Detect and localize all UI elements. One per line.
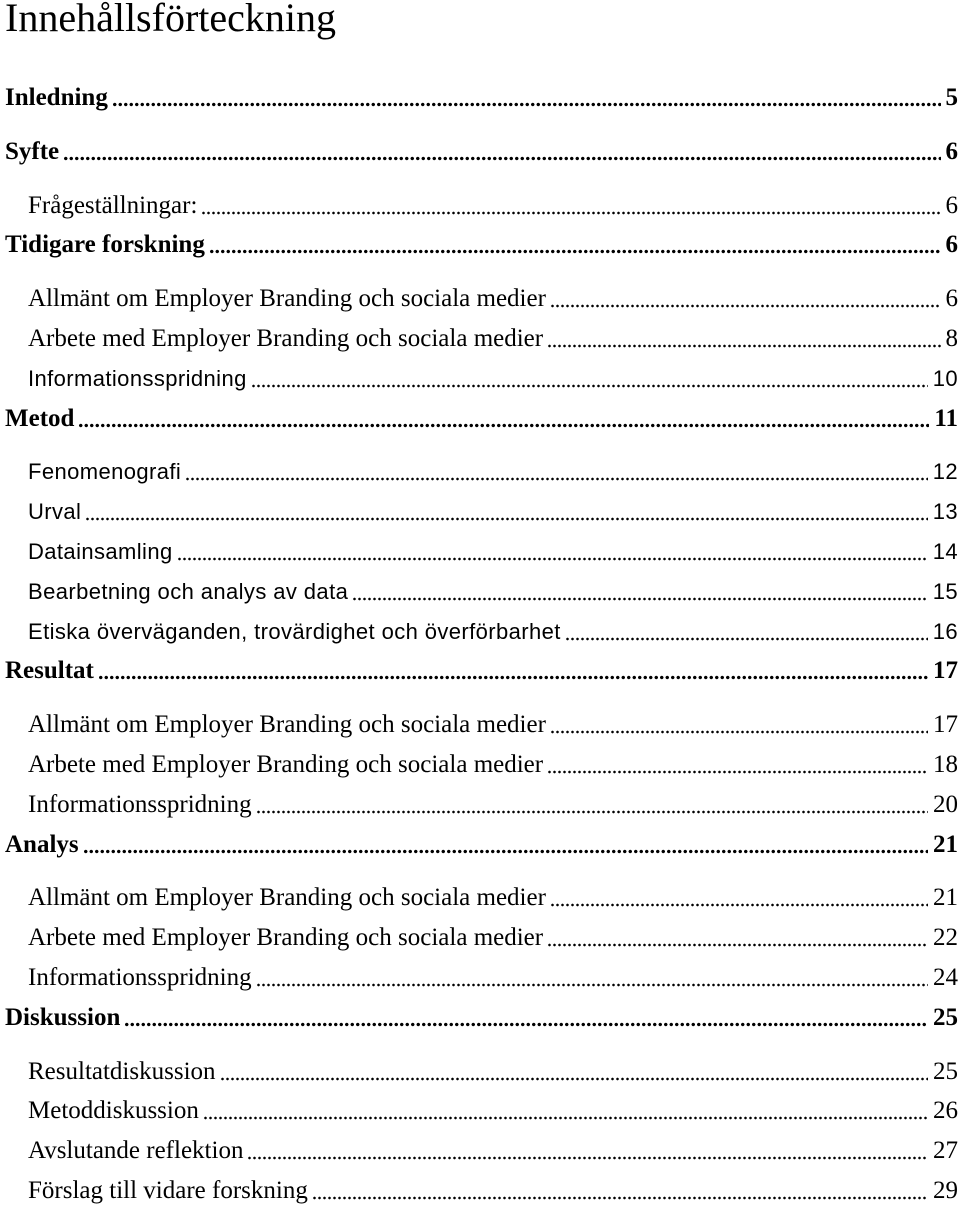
toc-entry-title: Bearbetning och analys av data — [28, 578, 349, 604]
toc-entry-title: Metod — [5, 404, 75, 432]
toc-subsection-fenomenografi[interactable] — [0, 458, 958, 486]
leader-dots — [247, 1137, 928, 1165]
toc-subsection-allmant-om-employer-branding[interactable] — [0, 285, 958, 313]
toc-section-tidigare-forskning[interactable] — [0, 231, 958, 259]
toc-section-diskussion[interactable] — [0, 1004, 958, 1032]
leader-dots — [112, 84, 941, 112]
toc-entry-title: Fenomenografi — [28, 459, 182, 485]
toc-subsection-datainsamling[interactable] — [0, 538, 958, 566]
toc-subsection-forslag-till-vidare-forskning[interactable] — [0, 1177, 958, 1205]
leader-dots — [547, 325, 940, 353]
toc-entry-title: Informationsspridning — [28, 963, 252, 991]
leader-dots — [209, 231, 941, 259]
leader-dots — [63, 138, 940, 166]
toc-subsection-bearbetning-och-analys[interactable] — [0, 578, 958, 606]
leader-dots — [185, 458, 928, 486]
leader-dots — [201, 192, 940, 220]
toc-page-number: 25 — [933, 1003, 958, 1031]
toc-page-number: 24 — [933, 963, 958, 991]
toc-page-number: 21 — [933, 830, 958, 858]
toc-page-number: 17 — [933, 711, 958, 739]
toc-section-inledning[interactable] — [0, 84, 958, 112]
toc-section-resultat[interactable] — [0, 657, 958, 685]
leader-dots — [85, 498, 927, 526]
toc-entry-title: Informationsspridning — [28, 365, 247, 391]
toc-subsection-avslutande-reflektion[interactable] — [0, 1137, 958, 1165]
toc-page-number: 6 — [945, 137, 958, 165]
toc-entry-title: Allmänt om Employer Branding och sociala medier — [28, 711, 546, 739]
leader-dots — [565, 618, 928, 646]
leader-dots — [98, 657, 928, 685]
toc-subsection-metoddiskussion[interactable] — [0, 1097, 958, 1125]
toc-entry-title: Frågeställningar: — [28, 191, 198, 219]
leader-dots — [220, 1058, 928, 1086]
toc-page-number: 21 — [933, 884, 958, 912]
leader-dots — [550, 285, 941, 313]
toc-page-number: 15 — [932, 578, 958, 604]
toc-page-number: 6 — [945, 285, 958, 313]
toc-entry-title: Resultatdiskussion — [28, 1057, 216, 1085]
leader-dots — [83, 831, 928, 859]
table-of-contents — [0, 84, 958, 1205]
toc-entry-title: Arbete med Employer Branding och sociala medier — [28, 750, 544, 778]
toc-entry-title: Metoddiskussion — [28, 1097, 199, 1125]
toc-entry-title: Urval — [28, 499, 82, 525]
toc-page-number: 13 — [932, 499, 958, 525]
toc-subsection-informationsspridning[interactable] — [0, 365, 958, 393]
toc-subsection-resultatdiskussion[interactable] — [0, 1058, 958, 1086]
toc-page-number: 18 — [933, 750, 958, 778]
toc-subsection-urval[interactable] — [0, 498, 958, 526]
leader-dots — [256, 964, 928, 992]
leader-dots — [352, 578, 928, 606]
toc-entry-title: Diskussion — [5, 1003, 121, 1031]
toc-page-number: 26 — [933, 1097, 958, 1125]
toc-section-analys[interactable] — [0, 831, 958, 859]
toc-page-number: 11 — [934, 404, 958, 432]
leader-dots — [78, 405, 929, 433]
toc-subsection-fragestallningar[interactable] — [0, 192, 958, 220]
toc-entry-title: Analys — [5, 830, 79, 858]
toc-entry-title: Arbete med Employer Branding och sociala medier — [28, 324, 544, 352]
toc-page-number: 10 — [932, 365, 958, 391]
toc-page-number: 6 — [945, 231, 958, 259]
leader-dots — [547, 751, 928, 779]
toc-page-number: 5 — [945, 84, 958, 111]
leader-dots — [251, 365, 928, 393]
toc-page-number: 8 — [945, 324, 958, 352]
toc-page-number: 6 — [945, 191, 958, 219]
toc-page-number: 20 — [933, 790, 958, 818]
leader-dots — [256, 791, 928, 819]
toc-subsection-allmant-om-employer-branding[interactable] — [0, 711, 958, 739]
toc-subsection-allmant-om-employer-branding[interactable] — [0, 884, 958, 912]
toc-entry-title: Tidigare forskning — [5, 231, 205, 259]
toc-page-number: 27 — [933, 1137, 958, 1165]
toc-entry-title: Arbete med Employer Branding och sociala medier — [28, 924, 544, 952]
toc-entry-title: Inledning — [5, 84, 108, 111]
toc-section-syfte[interactable] — [0, 138, 958, 166]
page-title: Innehållsförteckning — [5, 0, 336, 40]
leader-dots — [550, 711, 928, 739]
leader-dots — [547, 924, 928, 952]
leader-dots — [177, 538, 928, 566]
leader-dots — [124, 1004, 928, 1032]
toc-subsection-arbete-med-employer-branding[interactable] — [0, 924, 958, 952]
toc-page-number: 22 — [933, 924, 958, 952]
toc-entry-title: Informationsspridning — [28, 790, 252, 818]
toc-subsection-informationsspridning[interactable] — [0, 964, 958, 992]
toc-entry-title: Resultat — [5, 657, 94, 685]
toc-entry-title: Avslutande reflektion — [28, 1137, 244, 1165]
toc-entry-title: Syfte — [5, 137, 60, 165]
toc-subsection-arbete-med-employer-branding[interactable] — [0, 751, 958, 779]
toc-entry-title: Etiska överväganden, trovärdighet och överförbarhet — [28, 618, 561, 644]
toc-entry-title: Förslag till vidare forskning — [28, 1176, 308, 1204]
leader-dots — [203, 1097, 928, 1125]
toc-entry-title: Allmänt om Employer Branding och sociala medier — [28, 285, 546, 313]
toc-entry-title: Datainsamling — [28, 538, 173, 564]
toc-page-number: 17 — [933, 657, 958, 685]
toc-page-number: 16 — [932, 618, 958, 644]
leader-dots — [550, 884, 928, 912]
toc-page-number: 29 — [933, 1176, 958, 1204]
toc-page-number: 12 — [932, 459, 958, 485]
leader-dots — [312, 1177, 928, 1205]
toc-page-number: 14 — [932, 538, 958, 564]
toc-page-number: 25 — [933, 1057, 958, 1085]
toc-entry-title: Allmänt om Employer Branding och sociala medier — [28, 884, 546, 912]
toc-subsection-etiska-overvaganden[interactable] — [0, 618, 958, 646]
toc-section-metod[interactable] — [0, 405, 958, 433]
toc-subsection-arbete-med-employer-branding[interactable] — [0, 325, 958, 353]
toc-subsection-informationsspridning[interactable] — [0, 791, 958, 819]
